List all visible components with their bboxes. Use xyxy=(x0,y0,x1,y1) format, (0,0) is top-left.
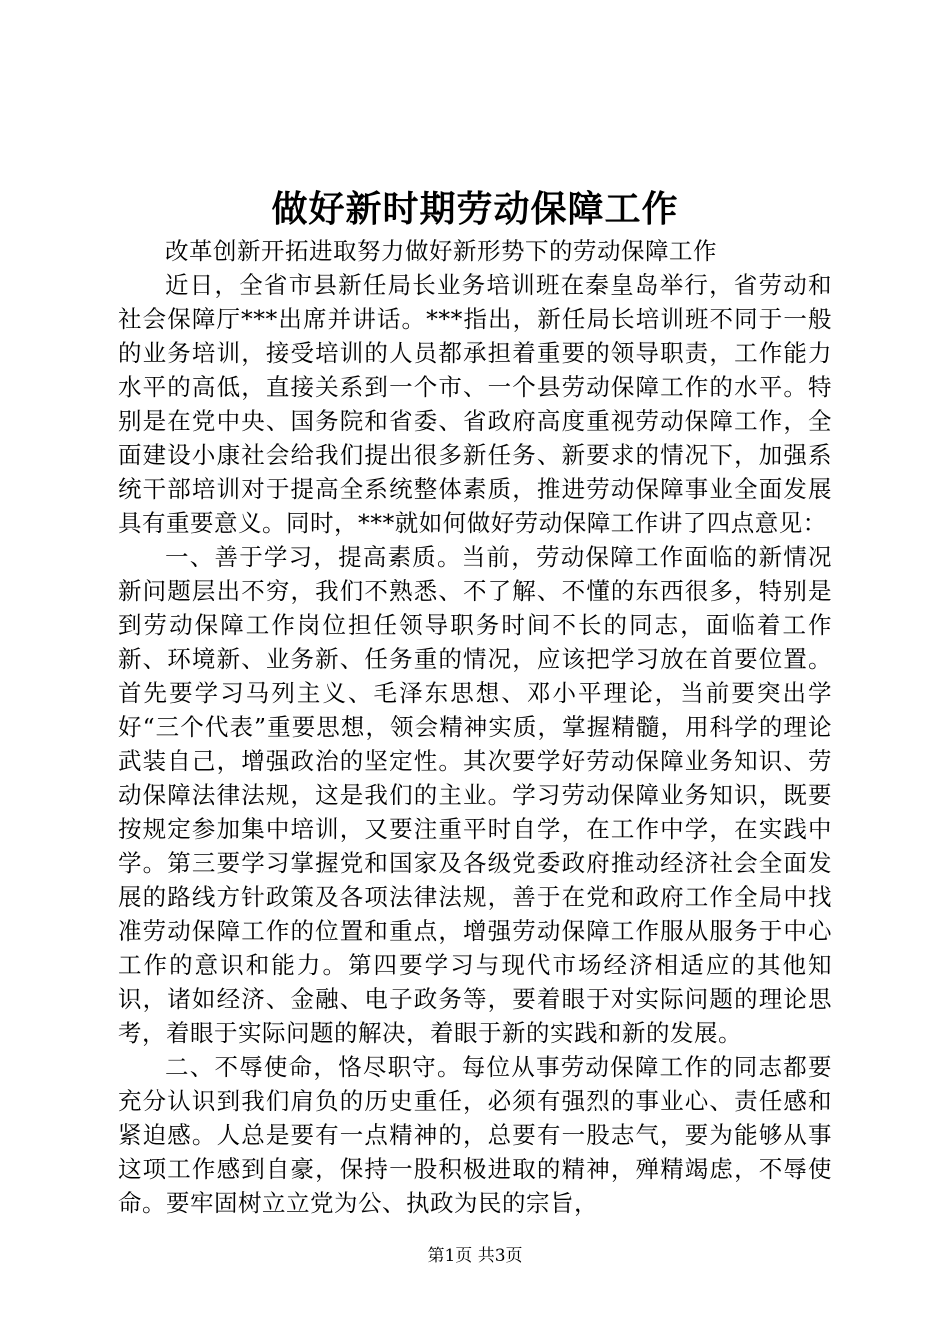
page-footer: 第1页 共3页 xyxy=(427,1246,523,1266)
paragraph-subtitle: 改革创新开拓进取努力做好新形势下的劳动保障工作 xyxy=(165,237,717,265)
document-body xyxy=(118,234,832,1220)
paragraph-point-two: 二、不辱使命，恪尽职守。每位从事劳动保障工作的同志都要充分认识到我们肩负的历史重任，必须有强烈的事业心、责任感和紧迫感。人总是要有一点精神的，总要有一股志气，要为能够从事这项工作感到自豪，保持一股积极进取的精神，殚精竭虑，不辱使命。要牢固树立立党为公、执政为民的宗旨， xyxy=(118,1053,832,1217)
paragraph-intro: 近日，全省市县新任局长业务培训班在秦皇岛举行，省劳动和社会保障厅***出席并讲话。***指出，新任局长培训班不同于一般的业务培训，接受培训的人员都承担着重要的领导职责，工作能力水平的高低，直接关系到一个市、一个县劳动保障工作的水平。特别是在党中央、国务院和省委、省政府高度重视劳动保障工作，全面建设小康社会给我们提出很多新任务、新要求的情况下，加强系统干部培训对于提高全系统整体素质，推进劳动保障事业全面发展具有重要意义。同时，***就如何做好劳动保障工作讲了四点意见： xyxy=(118,271,832,537)
paragraph-point-one: 一、善于学习，提高素质。当前，劳动保障工作面临的新情况新问题层出不穷，我们不熟悉、不了解、不懂的东西很多，特别是到劳动保障工作岗位担任领导职务时间不长的同志，面临着工作新、环境新、业务新、任务重的情况，应该把学习放在首要位置。首先要学习马列主义、毛泽东思想、邓小平理论，当前要突出学好“三个代表”重要思想，领会精神实质，掌握精髓，用科学的理论武装自己，增强政治的坚定性。其次要学好劳动保障业务知识、劳动保障法律法规，这是我们的主业。学习劳动保障业务知识，既要按规定参加集中培训，又要注重平时自学，在工作中学，在实践中学。第三要学习掌握党和国家及各级党委政府推动经济社会全面发展的路线方针政策及各项法律法规，善于在党和政府工作全局中找准劳动保障工作的位置和重点，增强劳动保障工作服从服务于中心工作的意识和能力。第四要学习与现代市场经济相适应的其他知识，诸如经济、金融、电子政务等，要着眼于对实际问题的理论思考，着眼于实际问题的解决，着眼于新的实践和新的发展。 xyxy=(118,543,832,1047)
document-title: 做好新时期劳动保障工作 xyxy=(271,188,679,230)
